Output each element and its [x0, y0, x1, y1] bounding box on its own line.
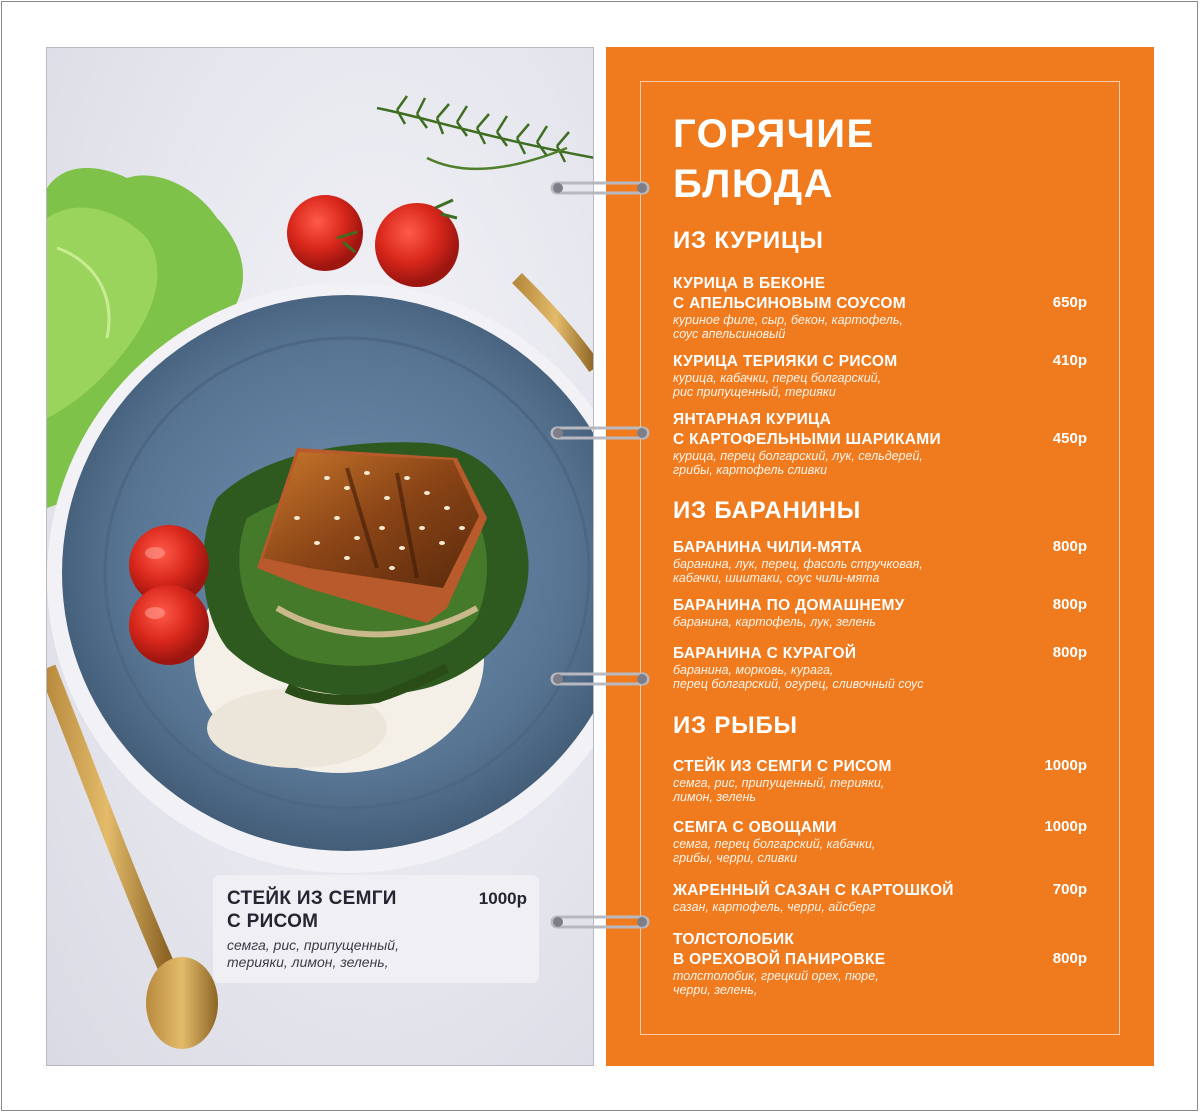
cherry-tomato [129, 585, 209, 665]
binder-ring [550, 425, 650, 441]
menu-title: ГОРЯЧИЕ БЛЮДА [673, 112, 875, 206]
menu-item-price: 1000р [1044, 757, 1087, 774]
featured-dish-price: 1000р [478, 889, 527, 908]
menu-item-description: сазан, картофель, черри, айсберг [673, 900, 876, 914]
featured-dish-name: СТЕЙК ИЗ СЕМГИ С РИСОМ [227, 888, 397, 932]
menu-page [606, 47, 1154, 1066]
menu-item-name: ЯНТАРНАЯ КУРИЦА С КАРТОФЕЛЬНЫМИ ШАРИКАМИ [673, 411, 941, 448]
menu-item-price: 650р [1052, 294, 1087, 311]
menu-item-description: баранина, лук, перец, фасоль стручковая, кабачки, шиитаки, соус чили-мята [673, 557, 923, 585]
menu-item-name: СЕМГА С ОВОЩАМИ [673, 819, 837, 836]
menu-item-price: 1000р [1044, 818, 1087, 835]
menu-item-description: семга, перец болгарский, кабачки, грибы, черри, сливки [673, 837, 876, 865]
menu-item [673, 596, 1087, 630]
menu-item-description: семга, рис, припущенный, терияки, лимон, зелень [673, 776, 885, 804]
menu-item-price: 800р [1052, 950, 1087, 967]
menu-item-description: курица, перец болгарский, лук, сельдерей, грибы, картофель сливки [673, 449, 923, 477]
menu-item [673, 930, 1087, 997]
binder-ring [550, 180, 650, 196]
food-photo-page [46, 47, 594, 1066]
menu-item-description: баранина, картофель, лук, зелень [673, 615, 876, 629]
menu-item-price: 700р [1052, 881, 1087, 898]
section-title-chicken: ИЗ КУРИЦЫ [673, 227, 824, 254]
menu-item-name: КУРИЦА В БЕКОНЕ С АПЕЛЬСИНОВЫМ СОУСОМ [673, 275, 906, 312]
menu-item-price: 800р [1052, 596, 1087, 613]
menu-item-price: 800р [1052, 538, 1087, 555]
menu-item [673, 538, 1087, 585]
menu-item-name: КУРИЦА ТЕРИЯКИ С РИСОМ [673, 353, 898, 370]
menu-item-price: 410р [1052, 352, 1087, 369]
section-title-lamb: ИЗ БАРАНИНЫ [673, 497, 862, 524]
menu-item-price: 800р [1052, 644, 1087, 661]
menu-item [673, 757, 1087, 804]
featured-dish-card [213, 875, 539, 983]
menu-item-description: баранина, морковь, курага, перец болгарский, огурец, сливочный соус [673, 663, 924, 691]
binder-ring [550, 914, 650, 930]
section-title-fish: ИЗ РЫБЫ [673, 712, 798, 739]
menu-item-price: 450р [1052, 430, 1087, 447]
menu-item [673, 274, 1087, 341]
menu-item-description: курица, кабачки, перец болгарский, рис припущенный, терияки [673, 371, 882, 399]
menu-item-description: толстолобик, грецкий орех, пюре, черри, зелень, [673, 969, 879, 997]
menu-item-name: ТОЛСТОЛОБИК В ОРЕХОВОЙ ПАНИРОВКЕ [673, 931, 886, 968]
menu-item-name: БАРАНИНА ЧИЛИ-МЯТА [673, 539, 863, 556]
menu-item-name: ЖАРЕННЫЙ САЗАН С КАРТОШКОЙ [673, 882, 954, 899]
dill-herb [377, 96, 594, 169]
binder-ring [550, 671, 650, 687]
menu-item [673, 818, 1087, 865]
menu-item [673, 881, 1087, 915]
menu-item-name: СТЕЙК ИЗ СЕМГИ С РИСОМ [673, 758, 892, 775]
menu-item [673, 644, 1087, 691]
menu-item [673, 352, 1087, 399]
menu-item-name: БАРАНИНА С КУРАГОЙ [673, 645, 857, 662]
featured-dish-description: семга, рис, припущенный, терияки, лимон, зелень, [227, 937, 399, 970]
menu-item-description: куриное филе, сыр, бекон, картофель, соус апельсиновый [673, 313, 903, 341]
menu-item [673, 410, 1087, 477]
menu-item-name: БАРАНИНА ПО ДОМАШНЕМУ [673, 597, 905, 614]
